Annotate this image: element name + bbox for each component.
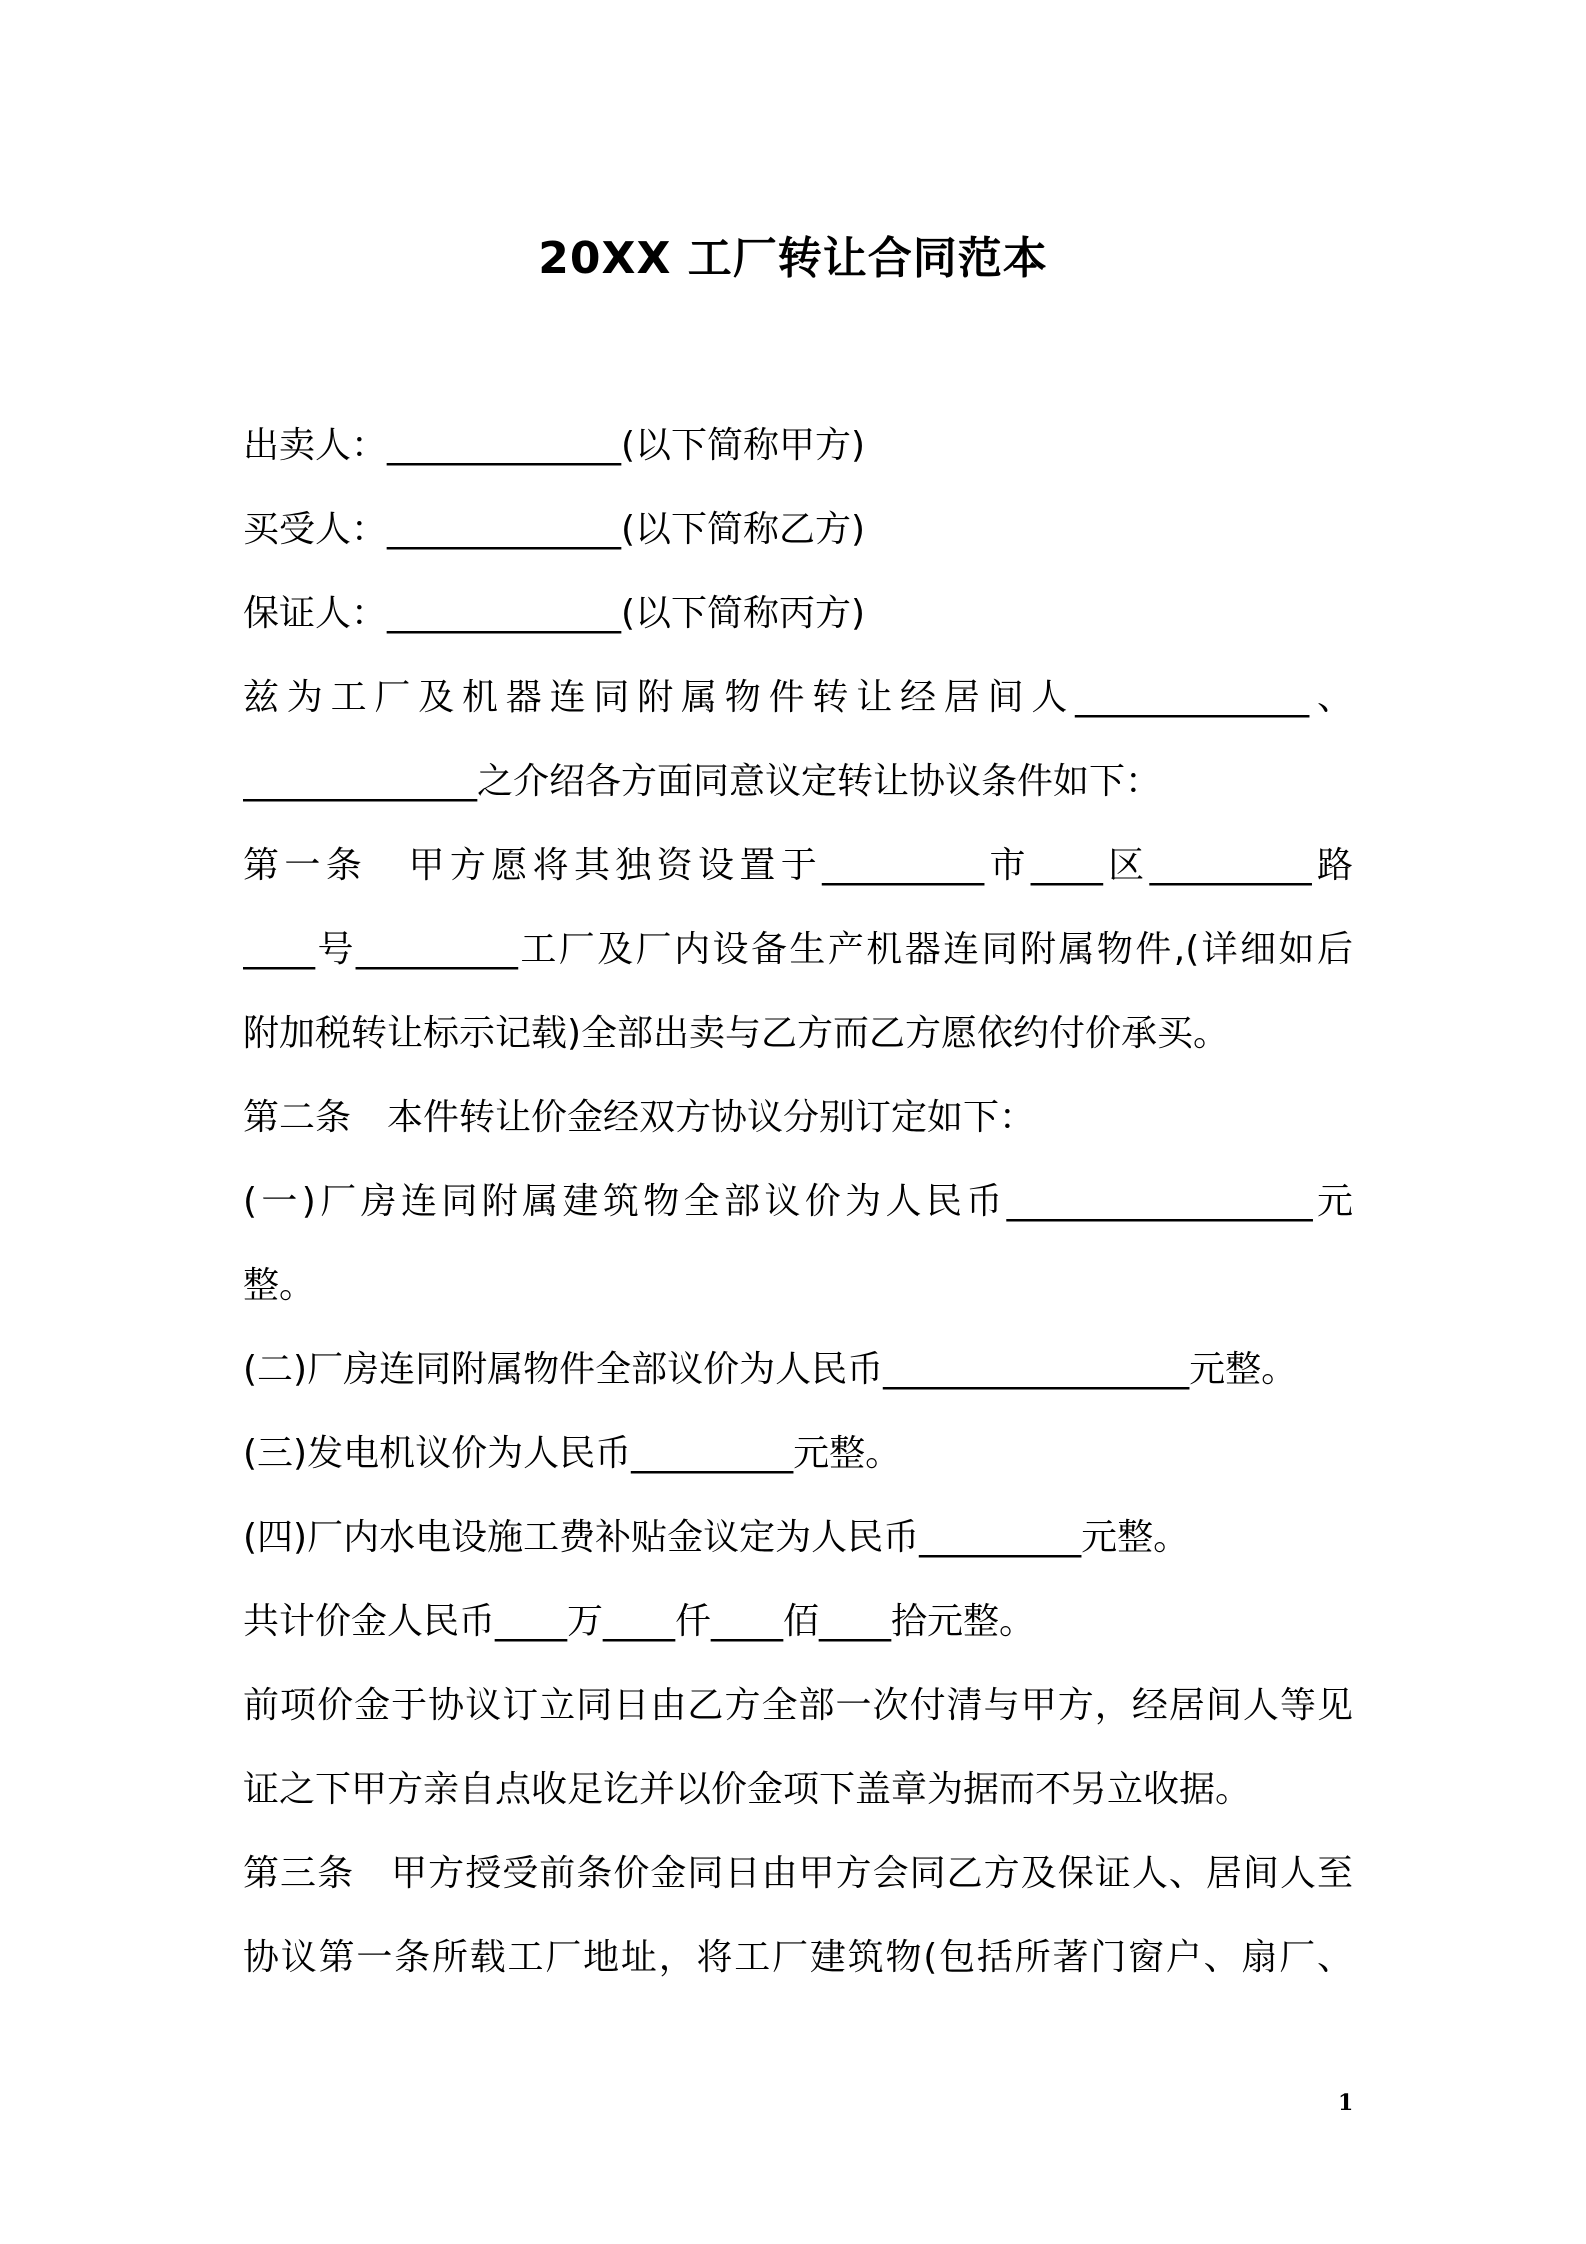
text-line: 买受人：_____________(以下简称乙方) bbox=[243, 509, 866, 550]
text-line: 出卖人：_____________(以下简称甲方) bbox=[243, 425, 866, 466]
text-line: 第一条 甲方愿将其独资设置于_________市____区_________路 bbox=[243, 845, 1353, 886]
text-line: 附加税转让标示记载)全部出卖与乙方而乙方愿依约付价承买。 bbox=[243, 1013, 1230, 1054]
text-line: 共计价金人民币____万____仟____佰____拾元整。 bbox=[243, 1601, 1036, 1642]
text-line: (三)发电机议价为人民币_________元整。 bbox=[243, 1433, 902, 1474]
document-title: 20XX 工厂转让合同范本 bbox=[538, 233, 1048, 284]
text-line: 协议第一条所载工厂地址，将工厂建筑物(包括所著门窗户、扇厂、 bbox=[243, 1937, 1353, 1978]
text-line: 第二条 本件转让价金经双方协议分别订定如下： bbox=[243, 1097, 1036, 1138]
text-line: (一)厂房连同附属建筑物全部议价为人民币_________________元 bbox=[243, 1181, 1353, 1222]
text-line: 证之下甲方亲自点收足讫并以价金项下盖章为据而不另立收据。 bbox=[243, 1769, 1252, 1810]
text-line: _____________之介绍各方面同意议定转让协议条件如下： bbox=[243, 761, 1162, 802]
text-line: (二)厂房连同附属物件全部议价为人民币_________________元整。 bbox=[243, 1349, 1298, 1390]
page-number: 1 bbox=[1338, 2090, 1354, 2116]
text-line: 兹为工厂及机器连同附属物件转让经居间人_____________、 bbox=[243, 677, 1353, 718]
text-line: 前项价金于协议订立同日由乙方全部一次付清与甲方，经居间人等见 bbox=[243, 1685, 1353, 1726]
contract-body bbox=[243, 404, 1353, 2000]
text-line: 整。 bbox=[243, 1265, 316, 1306]
text-line: ____号_________工厂及厂内设备生产机器连同附属物件,(详细如后 bbox=[243, 929, 1353, 970]
text-line: 保证人：_____________(以下简称丙方) bbox=[243, 593, 866, 634]
text-line: (四)厂内水电设施工费补贴金议定为人民币_________元整。 bbox=[243, 1517, 1190, 1558]
text-line: 第三条 甲方授受前条价金同日由甲方会同乙方及保证人、居间人至 bbox=[243, 1853, 1353, 1894]
